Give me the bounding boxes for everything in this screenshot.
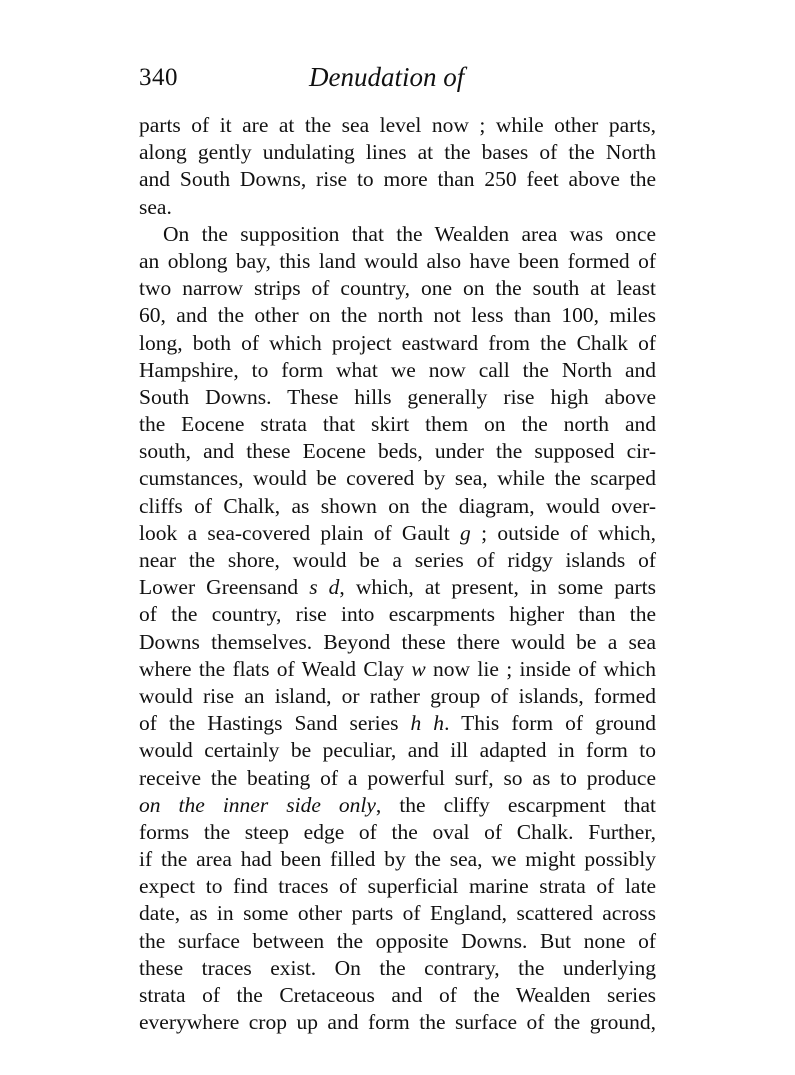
italic-symbol-gault: g bbox=[460, 520, 471, 545]
italic-emphasis: on the inner side only bbox=[139, 792, 376, 817]
italic-symbol-greensand: s d bbox=[309, 575, 340, 600]
text-line: would certainly be peculiar, and ill adapted in form to bbox=[139, 738, 656, 763]
text-line: sea. bbox=[139, 194, 172, 219]
text-line: expect to find traces of superficial marine strata of late bbox=[139, 874, 656, 899]
text-line: Hampshire, to form what we now call the North and bbox=[139, 357, 656, 382]
text-line: forms the steep edge of the oval of Chalk. Further, bbox=[139, 819, 656, 844]
text-line: of the country, rise into escarpments higher than the bbox=[139, 602, 656, 627]
text-line: if the area had been filled by the sea, we might possibly bbox=[139, 847, 656, 872]
text-line: South Downs. These hills generally rise high above bbox=[139, 384, 656, 409]
text-line: these traces exist. On the contrary, the underlying bbox=[139, 955, 656, 980]
text-line: the surface between the opposite Downs. But none of bbox=[139, 928, 656, 953]
paragraph-start-line: On the supposition that the Wealden area was once bbox=[163, 221, 656, 246]
text-line: Downs themselves. Beyond these there would be a sea bbox=[139, 629, 656, 654]
running-title: Denudation of bbox=[309, 62, 465, 92]
text-line: cumstances, would be covered by sea, while the scarped bbox=[139, 466, 656, 491]
text-line: south, and these Eocene beds, under the supposed cir- bbox=[139, 439, 656, 464]
text-line: receive the beating of a powerful surf, so as to produce bbox=[139, 765, 656, 790]
text-line: two narrow strips of country, one on the south at least bbox=[139, 276, 656, 301]
text-line: the Eocene strata that skirt them on the north and bbox=[139, 412, 656, 437]
italic-symbol-weald-clay: w bbox=[411, 656, 426, 681]
text-line: along gently undulating lines at the bases of the North bbox=[139, 140, 656, 165]
text-line: an oblong bay, this land would also have been formed of bbox=[139, 248, 656, 273]
text-line: parts of it are at the sea level now ; while other parts, bbox=[139, 113, 656, 137]
page-header bbox=[139, 62, 656, 96]
text-line: and South Downs, rise to more than 250 feet above the bbox=[139, 167, 656, 192]
text-run: ; outside of which, bbox=[470, 520, 656, 545]
text-line: date, as in some other parts of England, scattered across bbox=[139, 901, 656, 926]
text-run: of the Hastings Sand series bbox=[139, 711, 411, 736]
text-run: now lie ; inside of which bbox=[425, 656, 656, 681]
text-run: Lower Greensand bbox=[139, 575, 310, 600]
text-line: strata of the Cretaceous and of the Wealden series bbox=[139, 983, 656, 1007]
text-line bbox=[139, 574, 656, 601]
text-line bbox=[139, 656, 656, 683]
text-line bbox=[139, 520, 656, 547]
text-run: , which, at present, in some parts bbox=[339, 575, 657, 600]
text-run: look a sea-covered plain of Gault bbox=[139, 520, 461, 545]
text-line: everywhere crop up and form the surface of the ground, bbox=[139, 1010, 656, 1035]
text-run: . This form of ground bbox=[444, 711, 656, 736]
text-run: , the cliffy escarpment that bbox=[375, 792, 656, 817]
text-line: long, both of which project eastward from the Chalk of bbox=[139, 330, 656, 355]
italic-symbol-hastings-sand: h h bbox=[410, 711, 445, 736]
text-line bbox=[139, 710, 656, 737]
text-line: would rise an island, or rather group of islands, formed bbox=[139, 683, 656, 708]
page-number: 340 bbox=[139, 64, 178, 91]
body-text bbox=[139, 112, 656, 1036]
text-line bbox=[139, 792, 656, 819]
text-run: where the flats of Weald Clay bbox=[139, 656, 412, 681]
text-line: cliffs of Chalk, as shown on the diagram, would over- bbox=[139, 493, 656, 518]
text-line: near the shore, would be a series of ridgy islands of bbox=[139, 548, 656, 572]
text-line: 60, and the other on the north not less than 100, miles bbox=[139, 303, 656, 328]
